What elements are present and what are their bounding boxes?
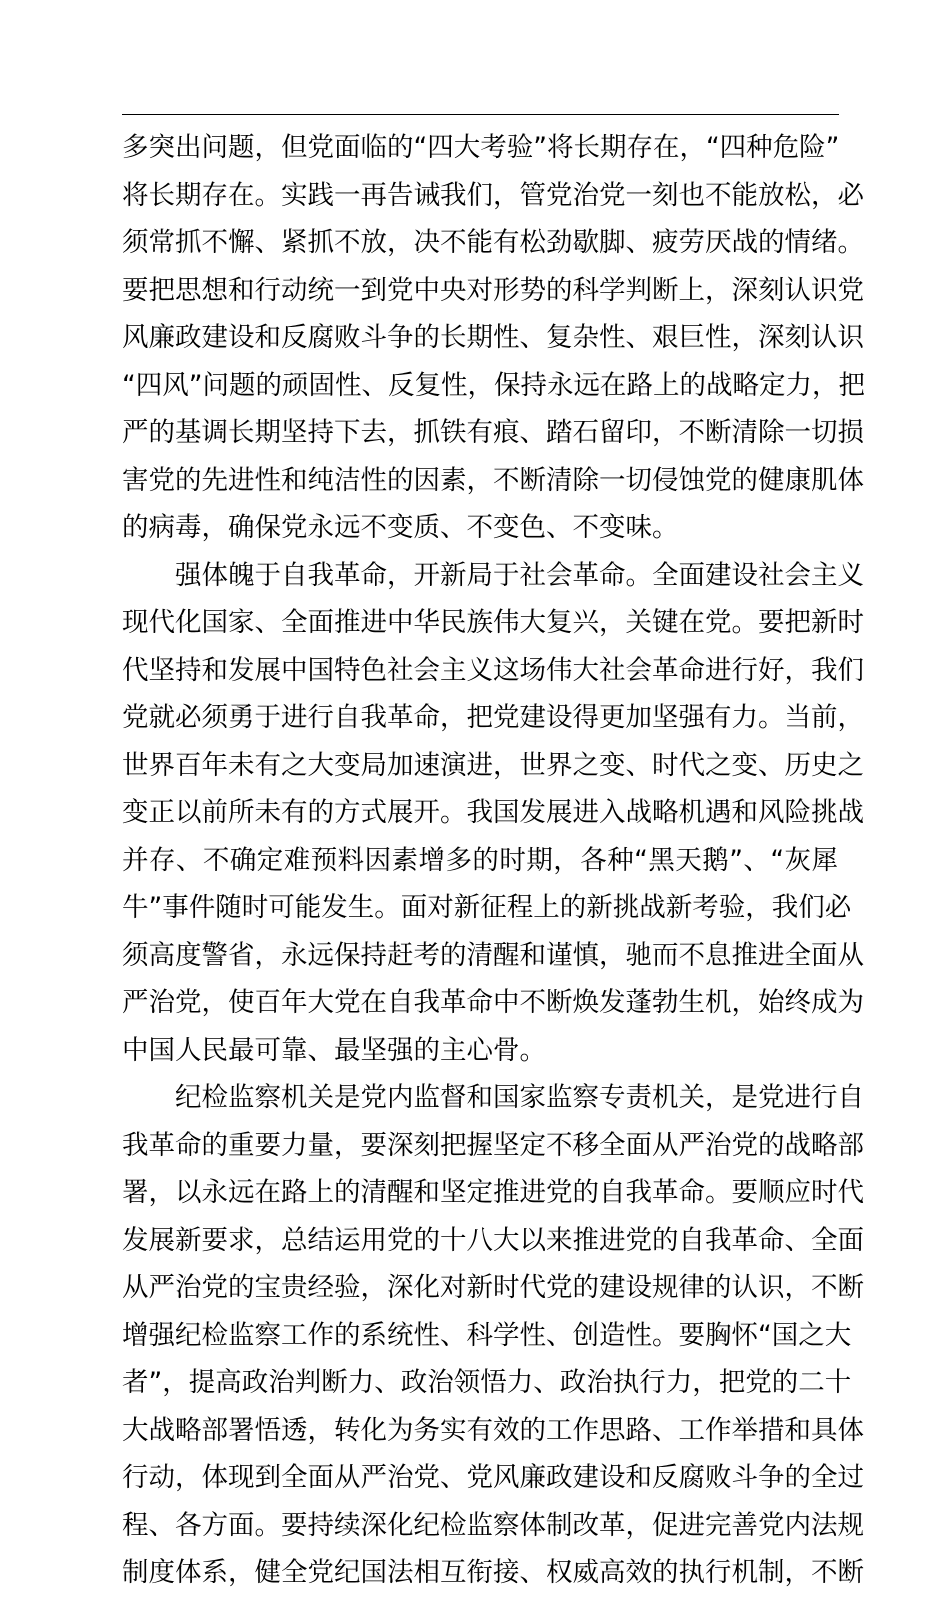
text-line: 严治党，使百年大党在自我革命中不断焕发蓬勃生机，始终成为: [122, 987, 864, 1018]
text-line: 变正以前所未有的方式展开。我国发展进入战略机遇和风险挑战: [122, 797, 864, 828]
paragraph-2: [122, 552, 864, 1075]
text-line: 大战略部署悟透，转化为务实有效的工作思路、工作举措和具体: [122, 1414, 864, 1446]
text-line: 从严治党的宝贵经验，深化对新时代党的建设规律的认识，不断: [122, 1272, 864, 1303]
text-line: 纪检监察机关是党内监督和国家监察专责机关，是党进行自: [175, 1082, 864, 1113]
paragraph-3: [122, 1074, 864, 1597]
text-line: 强体魄于自我革命，开新局于社会革命。全面建设社会主义: [175, 559, 864, 591]
text-line: 行动，体现到全面从严治党、党风廉政建设和反腐败斗争的全过: [122, 1462, 864, 1493]
text-line: 中国人民最可靠、最坚强的主心骨。: [122, 1034, 546, 1066]
text-line: 风廉政建设和反腐败斗争的长期性、复杂性、艰巨性，深刻认识: [122, 322, 864, 353]
text-line: 现代化国家、全面推进中华民族伟大复兴，关键在党。要把新时: [122, 607, 864, 638]
text-line: 严的基调长期坚持下去，抓铁有痕、踏石留印，不断清除一切损: [122, 417, 864, 448]
text-line: 牛”事件随时可能发生。面对新征程上的新挑战新考验，我们必: [122, 892, 852, 923]
text-line: 者”，提高政治判断力、政治领悟力、政治执行力，把党的二十: [122, 1367, 852, 1398]
text-line: 要把思想和行动统一到党中央对形势的科学判断上，深刻认识党: [122, 274, 864, 306]
text-line: 须高度警省，永远保持赶考的清醒和谨慎，驰而不息推进全面从: [122, 939, 864, 971]
body-text: [122, 124, 865, 1597]
text-line: 须常抓不懈、紧抓不放，决不能有松劲歇脚、疲劳厌战的情绪。: [122, 227, 864, 258]
text-line: 制度体系，健全党纪国法相互衔接、权威高效的执行机制，不断: [122, 1557, 864, 1588]
text-line: 我革命的重要力量，要深刻把握坚定不移全面从严治党的战略部: [122, 1129, 864, 1161]
text-line: 多突出问题，但党面临的“四大考验”将长期存在，“四种危险”: [122, 132, 840, 163]
text-line: 发展新要求，总结运用党的十八大以来推进党的自我革命、全面: [122, 1224, 864, 1256]
text-line: 党就必须勇于进行自我革命，把党建设得更加坚强有力。当前，: [122, 702, 864, 733]
text-line: 将长期存在。实践一再告诫我们，管党治党一刻也不能放松，必: [122, 179, 864, 211]
text-line: 增强纪检监察工作的系统性、科学性、创造性。要胸怀“国之大: [122, 1319, 852, 1351]
text-line: 并存、不确定难预料因素增多的时期，各种“黑天鹅”、“灰犀: [122, 844, 838, 876]
text-line: 世界百年未有之大变局加速演进，世界之变、时代之变、历史之: [122, 749, 864, 781]
text-line: “四风”问题的顽固性、反复性，保持永远在路上的战略定力，把: [122, 369, 865, 401]
paragraph-1: [122, 124, 865, 552]
text-line: 害党的先进性和纯洁性的因素，不断清除一切侵蚀党的健康肌体: [122, 464, 864, 496]
header-rule: [122, 114, 839, 115]
text-line: 署，以永远在路上的清醒和坚定推进党的自我革命。要顺应时代: [122, 1177, 864, 1208]
text-line: 代坚持和发展中国特色社会主义这场伟大社会革命进行好，我们: [122, 654, 864, 686]
text-line: 的病毒，确保党永远不变质、不变色、不变味。: [122, 512, 679, 543]
text-line: 程、各方面。要持续深化纪检监察体制改革，促进完善党内法规: [122, 1509, 864, 1541]
